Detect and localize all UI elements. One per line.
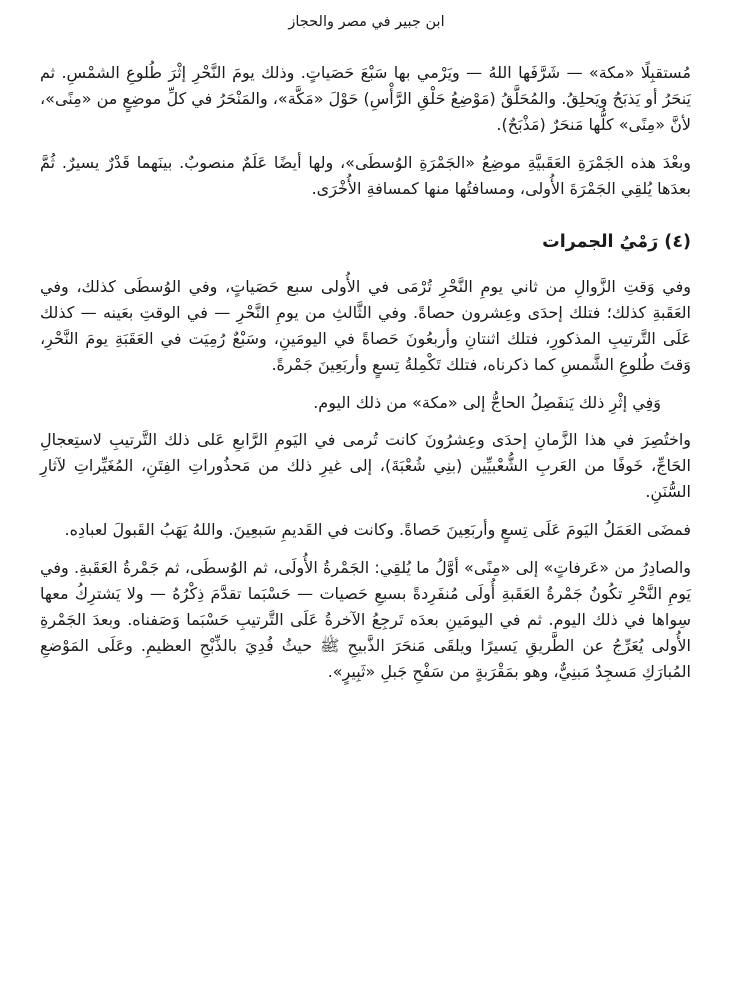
paragraph: وَفِي إثْرِ ذلك يَنفَصِلُ الحاجُّ إلى «مكة» من ذلك اليوم. <box>313 392 661 412</box>
paragraph: واختُصِرَ في هذا الزَّمانِ إحدَى وعِشرُونَ كانت تُرمى في اليَومِ الرَّابعِ عَلى ذلك التَّرتيبِ لاستِعجالِ الحَاجِّ، خَوفًا من العَربِ الشُّعْبيِّين (بنِي شُعْبَةَ)، إلى غيرِ ذلك من مَحذُوراتِ الفِتَنِ، المُغَيِّراتِ لآثارِ السُّنَنِ. <box>40 430 691 502</box>
page-body <box>40 60 691 697</box>
running-head: ابن جبير في مصر والحجاز <box>288 14 445 30</box>
paragraph: مُستقبِلًا «مكة» — شَرَّفَها اللهُ — ويَرْمي بها سَبْعَ حَصَياتٍ. وذلك يومَ النَّحْرِ إثْرَ طُلوعِ الشمْسِ. ثم يَنحَرُ أو يَذبَحُ ويَحلِقُ. والمُحَلَّقُ (مَوْضِعُ حَلْقِ الرَّأْسِ) حَوْلَ «مَكَّة»، والمَنْحَرُ في كلِّ موضِعٍ من «مِنًى»، لأنَّ «مِنًى» كلُّها مَنحَرٌ (مَذْبَحٌ). <box>40 63 691 134</box>
paragraph: فمضَى العَمَلُ اليَومَ عَلَى تِسعٍ وأربَعِينَ حَصاةً. وكانت في القَديمِ سَبعِينَ. واللهُ يَهَبُ القَبولَ لعبادِه. <box>64 520 691 540</box>
section-heading: (٤) رَمْيُ الجمرات <box>542 231 691 252</box>
paragraph: وبعْدَ هذه الجَمْرَةِ العَقَبيَّةِ موضِعُ «الجَمْرَةِ الوُسطَى»، ولها أيضًا عَلَمٌ منصوبٌ. بينَهما قَدْرٌ يسيرٌ. ثُمَّ بعدَها يُلقِي الجَمْرَةَ الأُولى، ومسافتُها منها كمسافةِ الأُخْرَى. <box>40 152 691 198</box>
paragraph: وفي وَقتِ الزَّوالِ من ثاني يومِ النَّحْرِ تُرْمَى في الأُولى سبع حَصَياتٍ، وفي الوُسطَى كذلك، وفي العَقَبةِ كذلك؛ فتلك إحدَى وعِشرون حصاةً. وفي الثَّالثِ من يومِ النَّحْرِ — في الوقتِ بعَينه — كذلك عَلَى التَّرتيبِ المذكورِ، فتلك اثنتانِ وأربعُونَ حَصاةً في اليومَينِ، وسَبْعٌ رُمِيَت في العَقَبَةِ يومَ النَّحْرِ، وَقتَ طُلوعِ الشَّمسِ كما ذكرناه، فتلك تَكْمِلةُ تِسعٍ وأربَعِينَ جَمْرةً. <box>40 276 691 374</box>
paragraph: والصادِرُ من «عَرفاتٍ» إلى «مِنًى» أوَّلُ ما يُلقِي: الجَمْرةُ الأُولَى، ثم الوُسطَى، ثم جَمْرةُ العَقَبةِ. وفي يَومِ النَّحْرِ تكُونُ جَمْرةُ العَقَبةِ أُولَى مُنفَرِدةً بسبعِ حَصيات — حَسْبَما تقدَّمَ ذِكْرُهُ — ولا يَشترِكُ معها سِواها في ذلك اليوم. ثم في اليومَينِ بعدَه تَرجِعُ الآخرةُ عَلَى التَّرتيبِ حَسْبَما وَصَفناه. وبعدَ الجَمْرةِ الأُولى يُعَرِّجُ عن الطَّريقِ يَسيرًا ويلقَى مَنحَرَ الذَّبيحِ ﷺ حيثُ فُدِيَ بالذِّبْحِ العظيمِ. وعَلَى المَوْضعِ المُبارَكِ مَسجِدٌ مَبنِيٌّ، وهو بمَقْرَبةٍ من سَفْحِ جَبلِ «ثَبِيرٍ». <box>40 558 691 681</box>
